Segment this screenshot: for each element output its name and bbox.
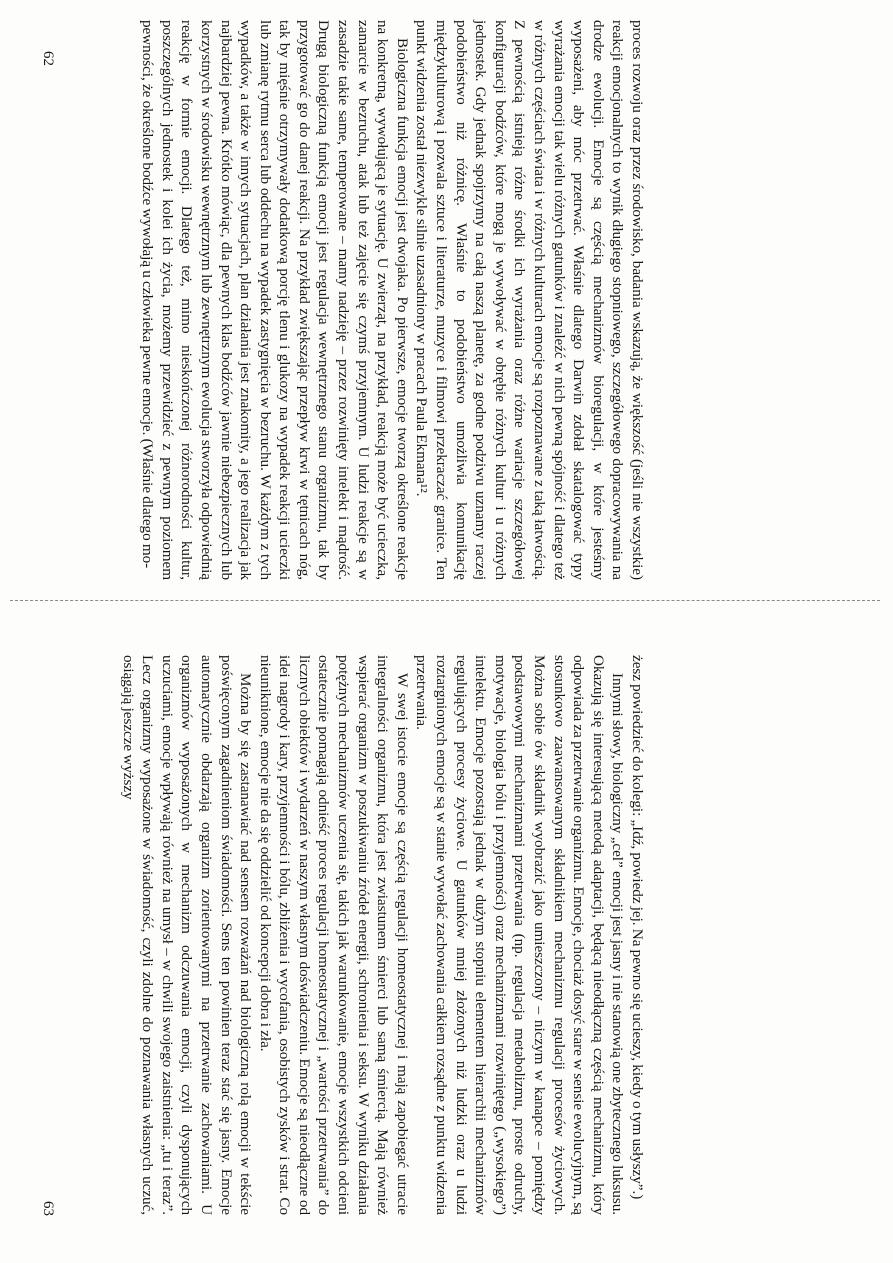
left-paragraph-2: Biologiczna funkcja emocji jest dwojaka. Po pierwsze, emocje tworzą określone reakcje na konkretną, wywołującą je sytuację. U zwierząt, na przykład, reakcją może być ucieczka, zamarcie w bezruchu, atak lub też zajęcie się czymś przyjemnym. U ludzi reakcje są w zasadzie takie same, temperowane – mamy nadzieję – przez rozwinięty intelekt i mądrość. Drugą biologiczną funkcją emocji jest regulacja wewnętrznego stanu organizmu, tak by przygotować go do danej reakcji. Na przykład zwiększając przepływ krwi w tętnicach nóg, tak by mięśnie otrzymywały dodatkową porcję tlenu i glukozy na wypadek reakcji ucieczki lub zmianę rytmu serca lub oddechu na wypadek zastygnięcia w bezruchu. W każdym z tych wypadków, a także w innych sytuacjach, plan działania jest znakomity, a jego realizacja jak najbardziej pewna. Krótko mówiąc, dla pewnych klas bodźców jawnie niebezpiecznych lub korzystnych w środowisku wewnętrznym lub zewnętrznym ewolucja stworzyła odpowiednią reakcję w formie emocji. Dlatego też, mimo nieskończonej różnorodności kultur, poszczególnych jednostek i kolei ich życia, możemy przewidzieć z pewnym poziomem pewności, że określone bodźce wywołają u człowieka pewne emocje. (Właśnie dlatego mo- bbox=[138, 20, 411, 580]
right-page-number: 63 bbox=[40, 1201, 56, 1216]
right-paragraph-2: Innymi słowy, biologiczny „cel” emocji jest jasny i nie stanowią one zbytecznego luksusu. Okazują się interesującą metodą adaptacji, będącą nieodłączną częścią mechanizmu, który odpowiada za przetrwanie organizmu. Emocje, chociaż dosyć stare w sensie ewolucyjnym, są stosunkowo zaawansowanym składnikiem mechanizmu regulacji procesów życiowych. Można sobie ów składnik wyobrazić jako umieszczony – niczym w kanapce – pomiędzy podstawowymi mechanizmami przetrwania (np. regulacja metabolizmu, proste odruchy, motywacje, biologia bólu i przyjemności) oraz mechanizmami rozwiniętego („wysokiego”) intelektu. Emocje pozostają jednak w dużym stopniu elementem hierarchii mechanizmów regulujących procesy życiowe. U gatunków mniej złożonych niż ludzki oraz u ludzi roztargnionych emocje są w stanie wywołać zachowania całkiem rozsądne z punktu widzenia przetrwania. bbox=[412, 655, 626, 1215]
right-paragraph-3: W swej istocie emocje są częścią regulacji homeostatycznej i mają zapobiegać utracie integralności organizmu, która jest zwiastunem śmierci lub samą śmiercią. Mają również wspierać organizm w poszukiwaniu źródeł energii, schronienia i seksu. W wyniku działania potężnych mechanizmów uczenia się, takich jak warunkowanie, emocje wszystkich odcieni ostatecznie pomagają odnieść proces regulacji homeostatycznej i „wartości przetrwania” do licznych obiektów i wydarzeń w naszym własnym doświadczeniu. Emocje są nieodłączne od idei nagrody i kary, przyjemności i bólu, zbliżenia i wycofania, osobistych zysków i strat. Co nieuniknione, emocje nie da się oddzielić od koncepcji dobra i zła. bbox=[256, 655, 411, 1215]
left-page-number: 62 bbox=[40, 51, 56, 66]
right-page bbox=[119, 655, 647, 1215]
page-gutter-divider bbox=[10, 600, 880, 603]
right-paragraph-4: Można by się zastanawiać nad sensem rozważań nad biologiczną rolą emocji w tekście poświęconym zagadnieniom świadomości. Sens ten powinien teraz stać się jasny. Emocje automatycznie obdarzają organizm zorientowanymi na przetrwanie zachowaniami. U organizmów wyposażonych w mechanizm odczuwania emocji, czyli dysponujących uczuciami, emocje wpływają również na umysł – w chwili swojego zaistnienia: „tu i teraz”. Lecz organizmy wyposażone w świadomość, czyli zdolne do poznawania własnych uczuć, osiągają jeszcze wyższy bbox=[119, 655, 254, 1215]
left-paragraph-1: proces rozwoju oraz przez środowisko, badania wskazują, że większość (jeśli nie wszystkie) reakcji emocjonalnych to wynik długiego stopniowego, szczegółowego dopracowywania na drodze ewolucji. Emocje są częścią mechanizmów bioregulacji, w które jesteśmy wyposażeni, aby móc przetrwać. Właśnie dlatego Darwin zdołał skatalogować typy wyrażania emocji tak wielu różnych gatunków i znaleźć w nich pewną spójność i dlatego też w różnych częściach świata i w różnych kulturach emocje są rozpoznawane z taką łatwością. Z pewnością istnieją różne środki ich wyrażania oraz różne wariacje szczegółowej konfiguracji bodźców, które mogą je wywoływać w obrębie różnych kultur i u różnych jednostek. Gdy jednak spojrzymy na całą naszą planetę, za godne podziwu uznamy raczej podobieństwo niż różnicę. Właśnie to podobieństwo umożliwia komunikację międzykulturową i pozwala sztuce i literaturze, muzyce i filmowi przekraczać granice. Ten punkt widzenia został niezwykle silnie uzasadniony w pracach Paula Ekmana¹². bbox=[412, 20, 646, 580]
left-page bbox=[138, 20, 647, 580]
right-paragraph-1: żesz powiedzieć do kolegi: „Idź, powiedz jej. Na pewno się ucieszy, kiedy o tym usłyszy”.) bbox=[628, 655, 646, 1200]
